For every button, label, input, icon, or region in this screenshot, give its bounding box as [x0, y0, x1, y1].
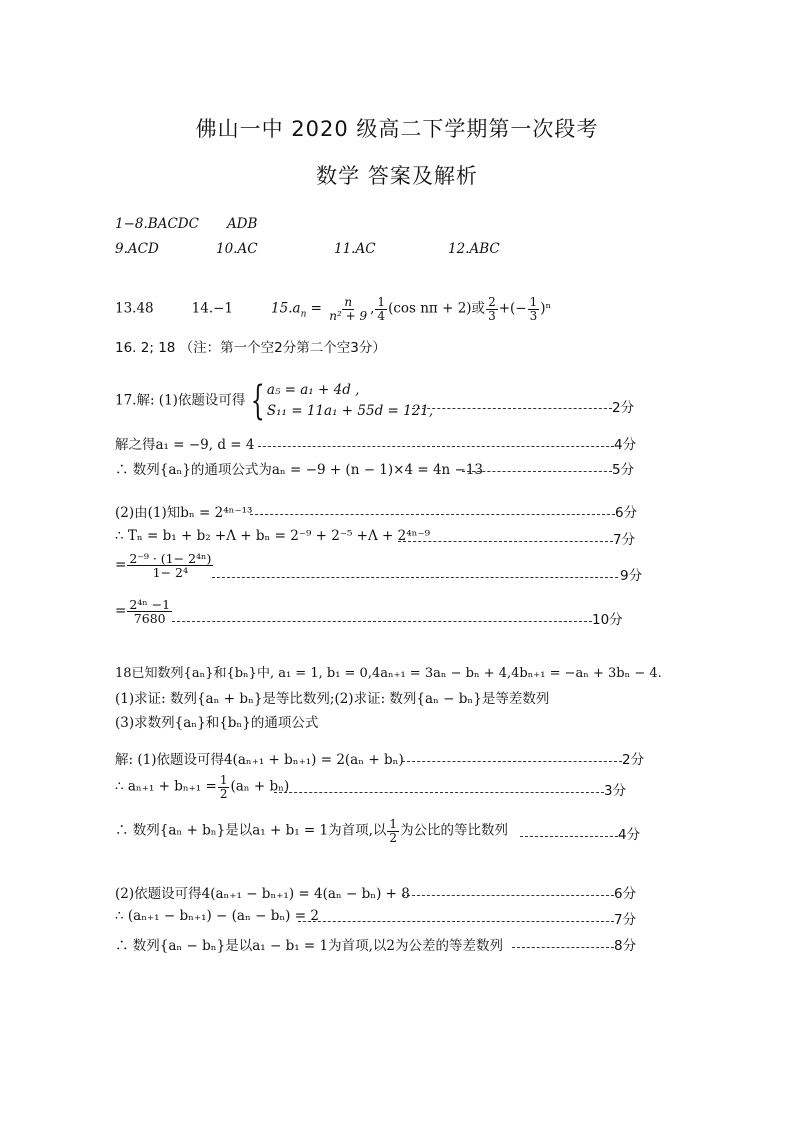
q17-step-4: (2)由(1)知bₙ = 2⁴ⁿ⁻¹³	[115, 505, 253, 521]
score-mark: 7分	[613, 532, 636, 548]
answer-q15-end: )ⁿ	[540, 300, 552, 317]
fraction-denominator: 7680	[133, 611, 166, 627]
answer-q15-plus: +(−	[498, 300, 527, 317]
score-mark: 2分	[622, 752, 645, 768]
score-mark: 9分	[620, 568, 643, 584]
q17-step-5: ∴ Tₙ = b₁ + b₂ +Λ + bₙ = 2⁻⁹ + 2⁻⁵ +Λ + 2⁴ⁿ⁻⁹	[115, 528, 431, 544]
fraction	[127, 552, 213, 579]
dotted-leader	[462, 471, 612, 472]
answer-q15-fraction-2	[375, 296, 387, 322]
answer-q14: 14.−1	[191, 300, 234, 317]
fraction-denominator: 2	[219, 786, 228, 801]
fraction-denominator: 3	[529, 308, 538, 323]
fraction-denominator: 4	[377, 308, 386, 323]
dotted-leader	[250, 514, 615, 515]
q18-step-1: 解: (1)依题设可得4(aₙ₊₁ + bₙ₊₁) = 2(aₙ + bₙ)	[115, 752, 404, 768]
answer-q15-fraction-3	[486, 296, 498, 322]
q17-step-6	[115, 552, 214, 579]
dotted-leader	[520, 836, 618, 837]
q17-step-1	[115, 377, 434, 424]
q18-step-4: (2)依题设可得4(aₙ₊₁ − bₙ₊₁) = 4(aₙ − bₙ) + 8	[115, 886, 410, 902]
answer-q15-comma: ,	[370, 300, 375, 317]
dotted-leader	[298, 921, 614, 922]
q18-step-3-pre: ∴ 数列{aₙ + bₙ}是以a₁ + b₁ = 1为首项,以	[115, 822, 387, 839]
fraction-numerator: 2⁻⁹ · (1− 2⁴ⁿ)	[129, 551, 212, 566]
fraction-numerator: n	[344, 295, 353, 309]
fraction-numerator: 1	[529, 295, 538, 309]
score-mark: 6分	[615, 505, 638, 521]
fraction-one-half	[218, 774, 230, 800]
q18-step-3	[115, 818, 508, 844]
answer-q11: 11.AC	[334, 241, 376, 257]
equals-sign: =	[115, 603, 127, 620]
score-mark: 8分	[614, 938, 637, 954]
q18-step-3-post: 为公比的等比数列	[400, 822, 509, 839]
dotted-leader	[258, 446, 614, 447]
dotted-leader	[274, 792, 604, 793]
answer-q13: 13.48	[115, 300, 154, 317]
answer-q12: 12.ABC	[448, 241, 500, 257]
q17-step-3: ∴ 数列{aₙ}的通项公式为aₙ = −9 + (n − 1)×4 = 4n −13	[115, 462, 484, 478]
fraction-denominator: 3	[488, 308, 496, 323]
score-mark: 6分	[614, 886, 637, 902]
answer-q16: 16. 2; 18 （注：第一个空2分第二个空3分）	[115, 340, 386, 356]
brace-symbol: {	[251, 377, 266, 424]
fraction-denominator: n² + 9	[329, 308, 368, 323]
answer-mc-6-8: ADB	[226, 216, 258, 232]
equation-line-2: S₁₁ = 11a₁ + 55d = 121,	[266, 402, 434, 419]
q18-step-6: ∴ 数列{aₙ − bₙ}是以a₁ − b₁ = 1为首项,以2为公差的等差数列	[115, 938, 504, 954]
dotted-leader	[412, 408, 612, 409]
equation-line-1: a₅ = a₁ + 4d ,	[266, 382, 360, 398]
answer-q15-fraction-1	[327, 296, 369, 322]
fraction-numerator: 1	[377, 295, 386, 309]
dotted-leader	[172, 621, 592, 622]
score-mark: 5分	[612, 462, 635, 478]
dotted-leader	[402, 761, 622, 762]
q18-stem-2: (1)求证: 数列{aₙ + bₙ}是等比数列;(2)求证: 数列{aₙ − bₙ}是等差数列	[115, 691, 550, 707]
score-mark: 4分	[618, 827, 641, 843]
score-mark: 7分	[614, 912, 637, 928]
score-mark: 2分	[612, 400, 635, 416]
q18-step-2-pre: ∴ aₙ₊₁ + bₙ₊₁ =	[115, 778, 217, 795]
page-subtitle: 数学 答案及解析	[316, 164, 478, 188]
answer-q15-eq: =	[306, 300, 327, 317]
fraction-numerator: 2	[488, 295, 496, 309]
score-mark: 4分	[614, 437, 637, 453]
dotted-leader	[512, 947, 614, 948]
answer-q15-cos: (cos nπ + 2)或	[388, 300, 486, 317]
q18-step-5: ∴ (aₙ₊₁ − bₙ₊₁) − (aₙ − bₙ) = 2	[115, 908, 319, 924]
fraction-numerator: 2⁴ⁿ −1	[129, 597, 171, 612]
score-mark: 3分	[604, 783, 627, 799]
equation-system	[267, 380, 433, 422]
answer-q15-prefix: 15.a	[271, 300, 301, 317]
answer-q15-sub: n	[300, 309, 307, 320]
q17-step-1-text: 17.解: (1)依题设可得	[115, 392, 246, 409]
q18-step-2-post: (aₙ + bₙ)	[230, 778, 290, 795]
fraction-one-half	[387, 818, 399, 844]
q18-stem-1: 18已知数列{aₙ}和{bₙ}中, a₁ = 1, b₁ = 0,4aₙ₊₁ = 3aₙ − bₙ + 4,4bₙ₊₁ = −aₙ + 3bₙ − 4.	[115, 666, 662, 681]
answer-q10: 10.AC	[216, 241, 258, 257]
q18-stem-3: (3)求数列{aₙ}和{bₙ}的通项公式	[115, 715, 319, 731]
dotted-leader	[402, 895, 614, 896]
score-mark: 10分	[592, 612, 623, 628]
fraction-numerator: 1	[389, 817, 398, 831]
answer-q9: 9.ACD	[115, 241, 159, 257]
fraction-denominator: 1− 2⁴	[152, 565, 188, 581]
q17-step-2: 解之得a₁ = −9, d = 4	[115, 437, 255, 453]
q17-step-7	[115, 598, 173, 625]
fraction-denominator: 2	[389, 830, 398, 845]
equals-sign: =	[115, 557, 127, 574]
dotted-leader	[398, 541, 613, 542]
answer-line-13-15	[115, 296, 551, 322]
fraction	[127, 598, 172, 625]
page-title: 佛山一中 2020 级高二下学期第一次段考	[195, 117, 599, 141]
fraction-numerator: 1	[219, 773, 228, 787]
answer-mc-1-5: 1−8.BACDC	[115, 216, 199, 232]
answer-q15-fraction-4	[528, 296, 540, 322]
answer-line-1-8	[115, 216, 257, 232]
dotted-leader	[212, 577, 618, 578]
q18-step-2	[115, 774, 289, 800]
